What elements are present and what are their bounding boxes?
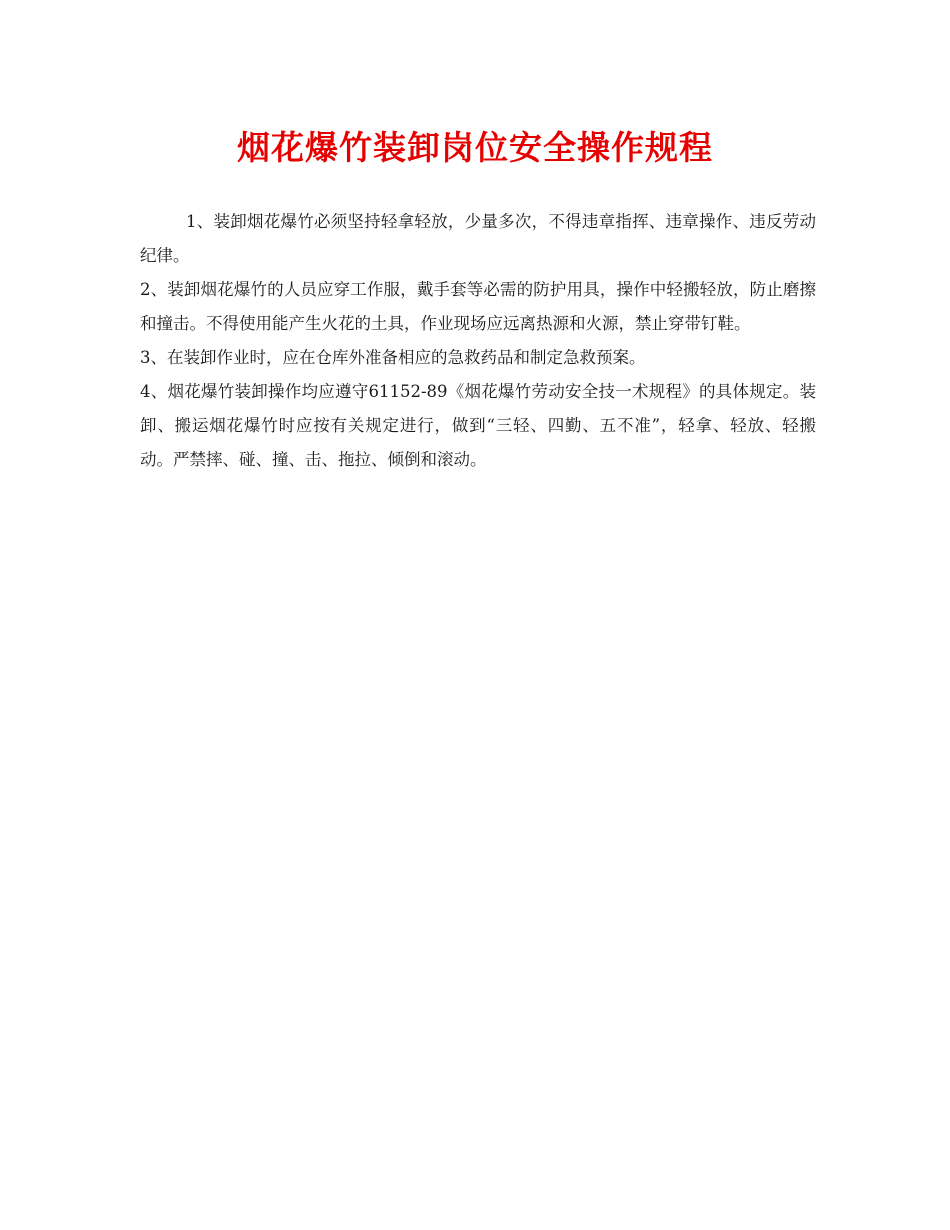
- document-body: [140, 205, 816, 477]
- paragraph-4: 4、烟花爆竹装卸操作均应遵守61152-89《烟花爆竹劳动安全技一术规程》的具体规定。装卸、搬运烟花爆竹时应按有关规定进行，做到“三轻、四勤、五不准”，轻拿、轻放、轻搬动。严禁摔、碰、撞、击、拖拉、倾倒和滚动。: [140, 382, 816, 469]
- paragraph-3: 3、在装卸作业时，应在仓库外准备相应的急救药品和制定急救预案。: [140, 348, 646, 367]
- document-title: 烟花爆竹装卸岗位安全操作规程: [237, 128, 713, 167]
- paragraph-2: 2、装卸烟花爆竹的人员应穿工作服，戴手套等必需的防护用具，操作中轻搬轻放，防止磨擦和撞击。不得使用能产生火花的土具，作业现场应远离热源和火源，禁止穿带钉鞋。: [140, 280, 816, 333]
- paragraph-1: 1、装卸烟花爆竹必须坚持轻拿轻放，少量多次，不得违章指挥、违章操作、违反劳动纪律。: [140, 212, 816, 265]
